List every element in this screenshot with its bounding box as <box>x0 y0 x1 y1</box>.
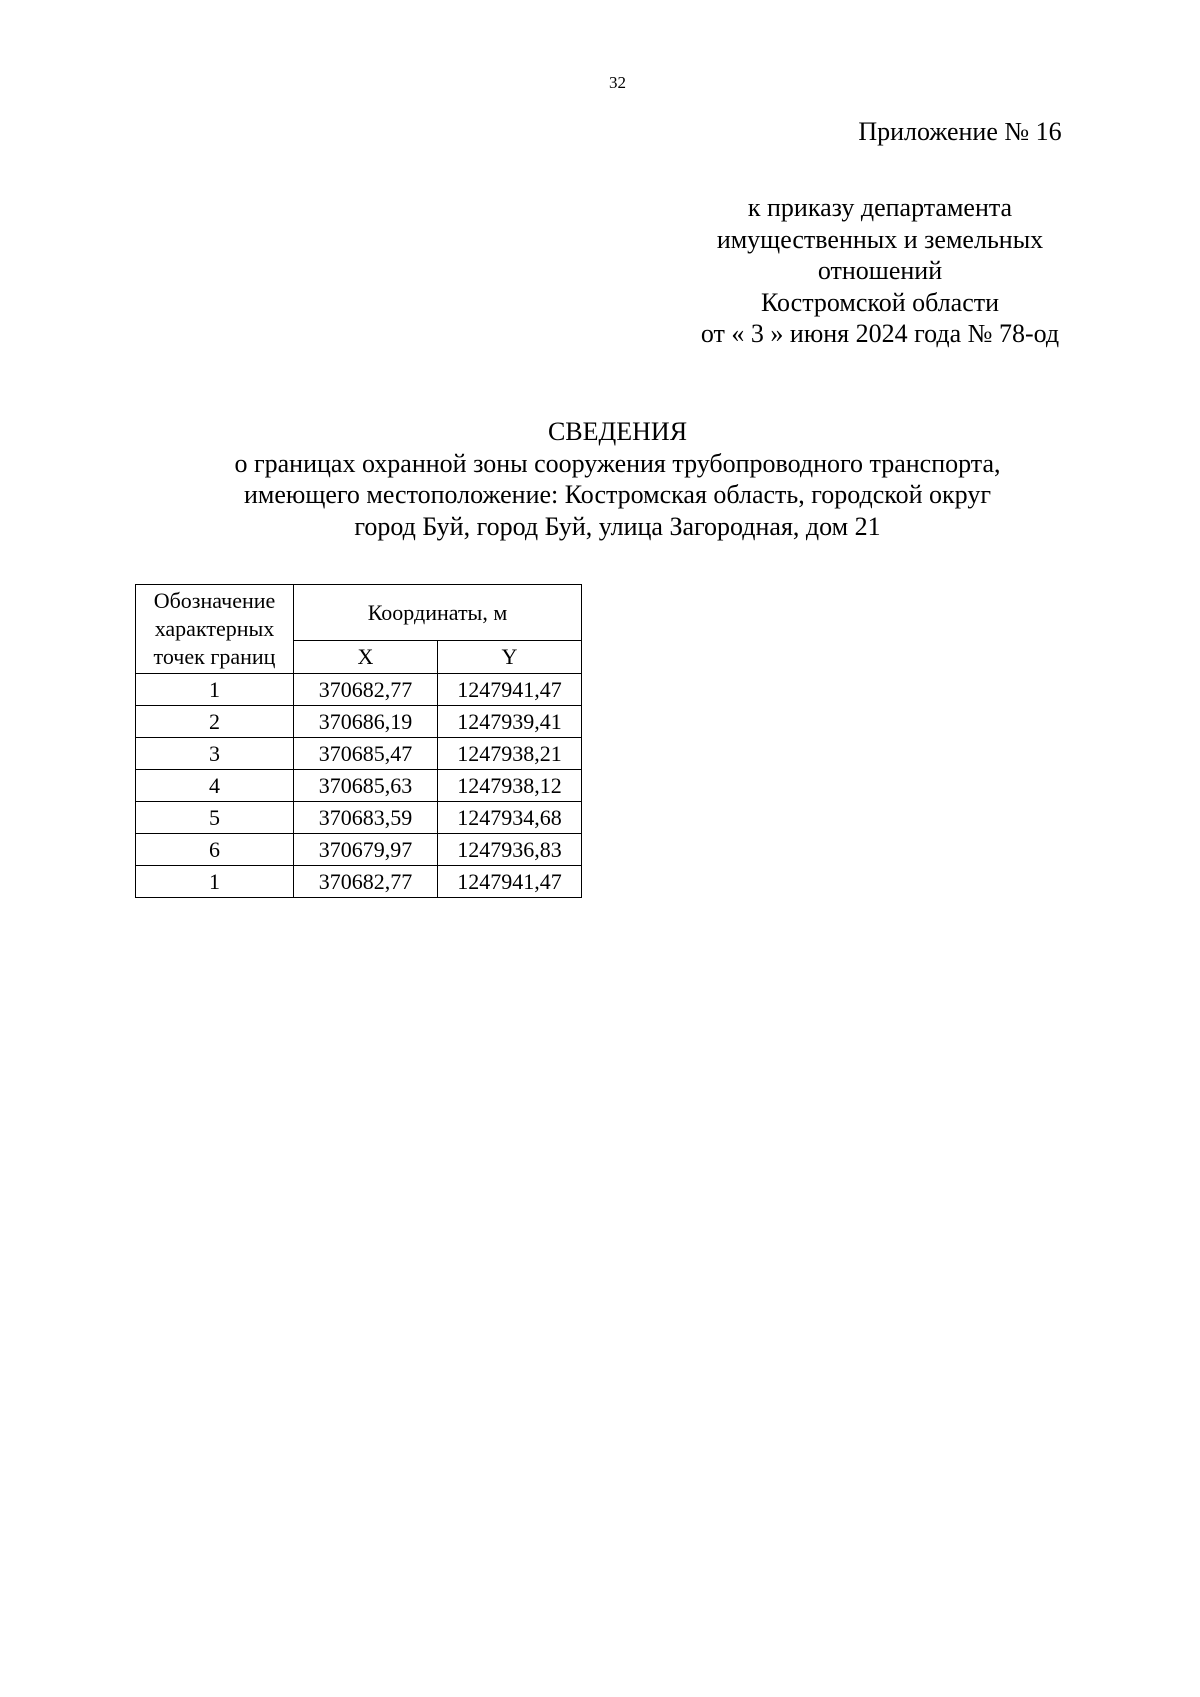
cell-y: 1247938,21 <box>438 738 582 770</box>
order-line: от « 3 » июня 2024 года № 78-од <box>700 319 1060 348</box>
header-point-designation <box>136 585 294 674</box>
header-y: Y <box>438 641 582 674</box>
cell-point: 4 <box>136 770 294 802</box>
cell-y: 1247934,68 <box>438 802 582 834</box>
cell-x: 370682,77 <box>294 866 438 898</box>
cell-point: 6 <box>136 834 294 866</box>
cell-point: 5 <box>136 802 294 834</box>
cell-y: 1247939,41 <box>438 706 582 738</box>
cell-x: 370685,47 <box>294 738 438 770</box>
cell-point: 2 <box>136 706 294 738</box>
page-number: 32 <box>609 73 626 92</box>
table-row <box>136 738 582 770</box>
heading-line: о границах охранной зоны сооружения трубопроводного транспорта, <box>234 448 1001 478</box>
cell-point: 1 <box>136 674 294 706</box>
order-line: имущественных и земельных <box>716 224 1044 254</box>
table-row <box>136 834 582 866</box>
order-reference <box>650 192 1110 350</box>
cell-x: 370685,63 <box>294 770 438 802</box>
table-row <box>136 674 582 706</box>
heading-line: город Буй, город Буй, улица Загородная, дом 21 <box>354 511 881 541</box>
heading-title: СВЕДЕНИЯ <box>547 417 688 446</box>
table-row <box>136 706 582 738</box>
cell-point: 3 <box>136 738 294 770</box>
order-line: к приказу департамента <box>747 193 1013 222</box>
cell-x: 370682,77 <box>294 674 438 706</box>
heading-line: имеющего местоположение: Костромская область, городской округ <box>244 480 991 509</box>
table-row <box>136 802 582 834</box>
header-x: X <box>294 641 438 674</box>
cell-x: 370686,19 <box>294 706 438 738</box>
cell-x: 370683,59 <box>294 802 438 834</box>
cell-y: 1247936,83 <box>438 834 582 866</box>
table-header-row <box>136 585 582 641</box>
cell-x: 370679,97 <box>294 834 438 866</box>
header-point-line: точек границ <box>153 644 276 669</box>
header-coordinates: Координаты, м <box>294 585 582 641</box>
appendix-title: Приложение № 16 <box>858 117 1062 146</box>
table-row <box>136 866 582 898</box>
order-line: отношений <box>817 256 943 285</box>
coordinates-table <box>135 584 582 898</box>
order-line: Костромской области <box>760 287 1000 317</box>
document-heading <box>0 416 1200 542</box>
table-row <box>136 770 582 802</box>
header-point-line: Обозначение <box>153 588 276 613</box>
cell-point: 1 <box>136 866 294 898</box>
header-point-line: характерных <box>154 616 275 641</box>
cell-y: 1247941,47 <box>438 674 582 706</box>
cell-y: 1247938,12 <box>438 770 582 802</box>
cell-y: 1247941,47 <box>438 866 582 898</box>
